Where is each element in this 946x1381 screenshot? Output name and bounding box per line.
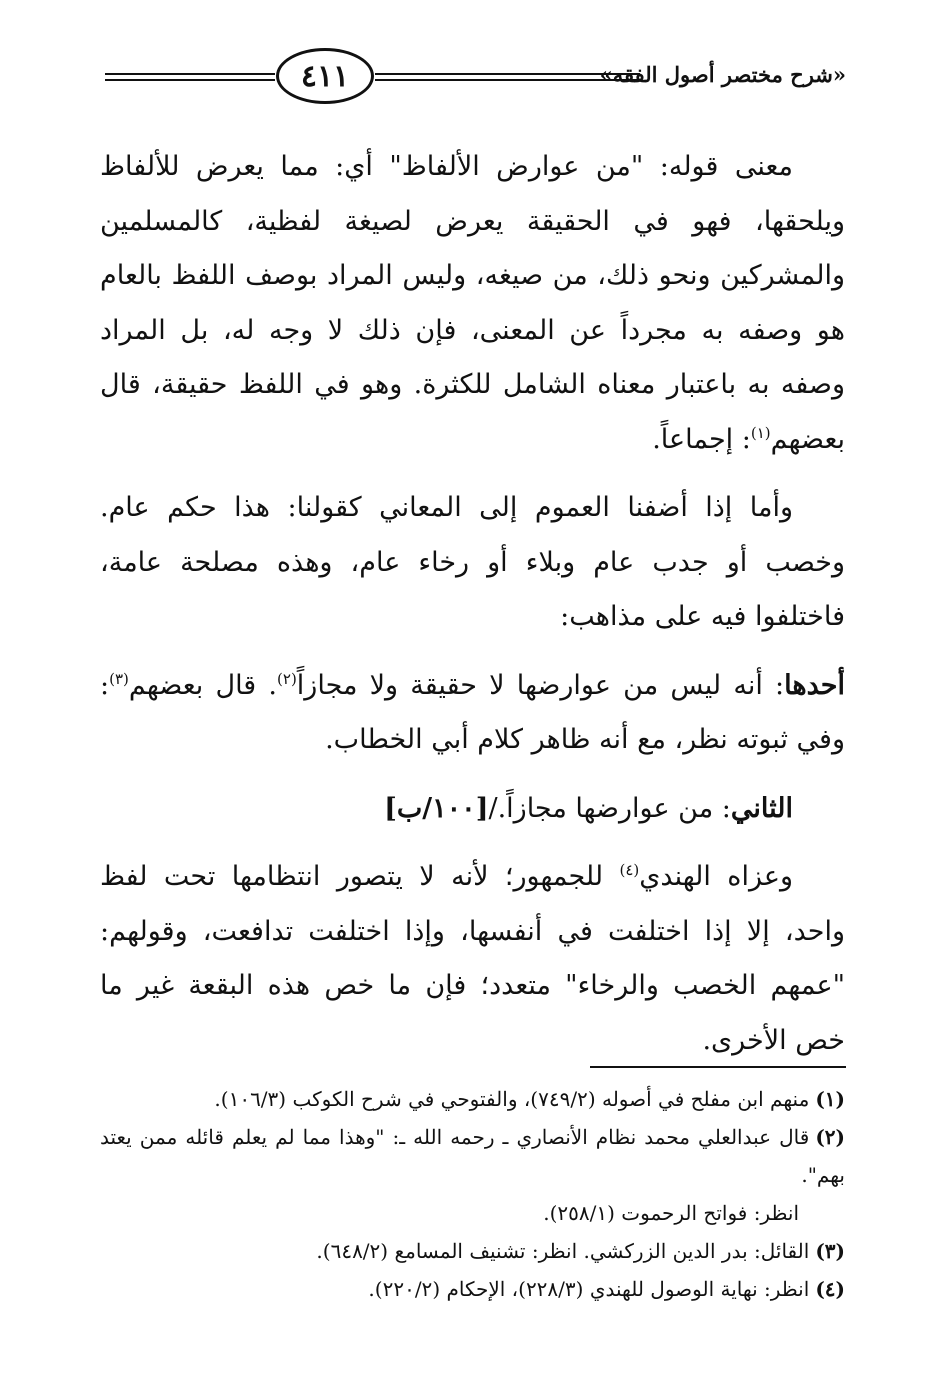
paragraph-5: وعزاه الهندي$^{(٤)}$ للجمهور؛ لأنه لا يتصور انتظامها تحت لفظ واحد، إلا إذا اختلفت في أنفسها، وإذا اختلفت تدافعت، وقولهم: "عمهم الخصب والرخاء" متعدد؛ فإن ما خص هذه البقعة غير ما خص الأخرى. bbox=[100, 861, 845, 1056]
footnote-4: (٤)انظر: نهاية الوصول للهندي (٢٢٨/٣)، الإحكام (٢٢٠/٢). bbox=[368, 1277, 845, 1301]
paragraph-4: الثاني: من عوارضها مجازاً./[١٠٠/ب] bbox=[384, 792, 793, 824]
footnote-1: (١)منهم ابن مفلح في أصوله (٧٤٩/٢)، والفتوحي في شرح الكوكب (١٠٦/٣). bbox=[214, 1087, 845, 1111]
page-header bbox=[100, 40, 850, 110]
manuscript-folio-mark: [١٠٠/ب] bbox=[384, 792, 489, 824]
running-title: «شرح مختصر أصول الفقه» bbox=[599, 62, 846, 87]
footnote-2-continued: انظر: فواتح الرحموت (٢٥٨/١). bbox=[543, 1201, 799, 1225]
footnote-2: (٢)قال عبدالعلي محمد نظام الأنصاري ـ رحمه الله ـ: "وهذا مما لم يعلم قائله ممن يعتد بهم". bbox=[100, 1125, 845, 1187]
paragraph-3: أحدها: أنه ليس من عوارضها لا حقيقة ولا مجازاً$^{(٢)}$. قال بعضهم$^{(٣)}$: وفي ثبوته نظر، مع أنه ظاهر كلام أبي الخطاب. bbox=[100, 669, 845, 755]
footnote-ref-4[interactable]: (٤) bbox=[619, 861, 640, 879]
footnote-ref-2[interactable]: (٢) bbox=[277, 669, 297, 688]
footnote-3: (٣)القائل: بدر الدين الزركشي. انظر: تشنيف المسامع (٦٤٨/٢). bbox=[316, 1239, 845, 1263]
page-number: ٤١١ bbox=[276, 48, 374, 104]
footnote-ref-1[interactable]: (١) bbox=[750, 423, 771, 442]
footnote-separator bbox=[590, 1066, 846, 1068]
footnotes bbox=[100, 1080, 845, 1308]
paragraph-2: وأما إذا أضفنا العموم إلى المعاني كقولنا: هذا حكم عام. وخصب أو جدب عام وبلاء أو رخاء عام، وهذه مصلحة عامة، فاختلفوا فيه على مذاهب: bbox=[100, 492, 845, 632]
main-text bbox=[100, 140, 845, 1068]
footnote-ref-3[interactable]: (٣) bbox=[109, 669, 129, 688]
second-view-label: الثاني bbox=[730, 792, 793, 824]
first-view-label: أحدها bbox=[784, 669, 845, 701]
header-rule-left bbox=[105, 73, 275, 81]
paragraph-1: معنى قوله: "من عوارض الألفاظ" أي: مما يعرض للألفاظ ويلحقها، فهو في الحقيقة يعرض لصيغة لفظية، كالمسلمين والمشركين ونحو ذلك، من صيغه، وليس المراد بوصف اللفظ بالعام هو وصفه به مجرداً عن المعنى، فإن ذلك لا وجه له، بل المراد وصفه به باعتبار معناه الشامل للكثرة. وهو في اللفظ حقيقة، قال بعضهم$^{(١)}$: إجماعاً. bbox=[100, 151, 845, 455]
